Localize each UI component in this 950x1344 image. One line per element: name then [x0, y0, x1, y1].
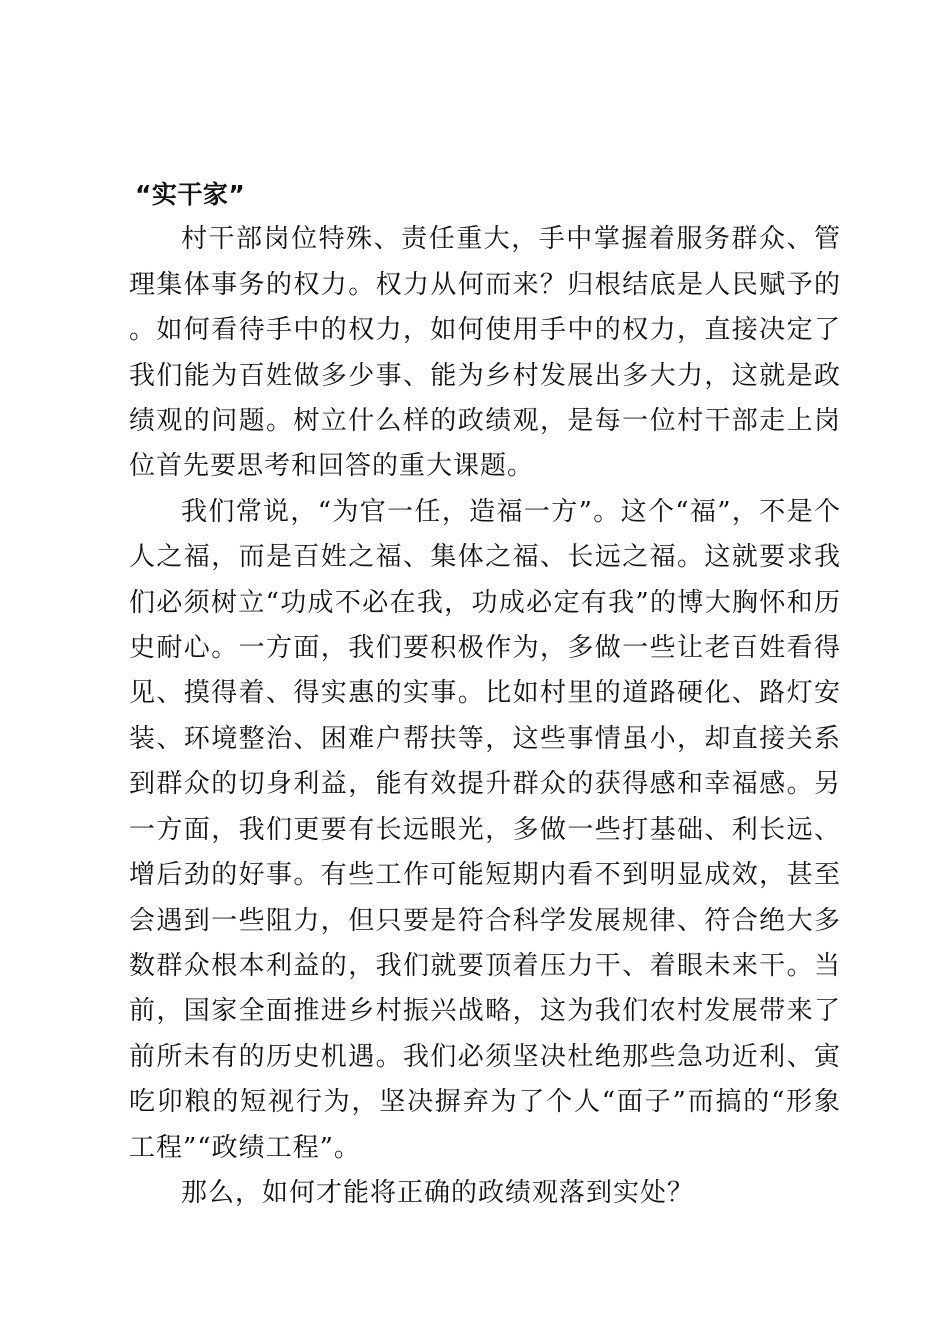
paragraph-1: 村干部岗位特殊、责任重大，手中掌握着服务群众、管理集体事务的权力。权力从何而来？归根结底是人民赋予的。如何看待手中的权力，如何使用手中的权力，直接决定了我们能为百姓做多少事、能为乡村发展出多大力，这就是政绩观的问题。树立什么样的政绩观，是每一位村干部走上岗位首先要思考和回答的重大课题。: [129, 224, 841, 482]
paragraph-2: 我们常说，“为官一任，造福一方”。这个“福”，不是个人之福，而是百姓之福、集体之福、长远之福。这就要求我们必须树立“功成不必在我，功成必定有我”的博大胸怀和历史耐心。一方面，我们要积极作为，多做一些让老百姓看得见、摸得着、得实惠的实事。比如村里的道路硬化、路灯安装、环境整治、困难户帮扶等，这些事情虽小，却直接关系到群众的切身利益，能有效提升群众的获得感和幸福感。另一方面，我们更要有长远眼光，多做一些打基础、利长远、增后劲的好事。有些工作可能短期内看不到明显成效，甚至会遇到一些阻力，但只要是符合科学发展规律、符合绝大多数群众根本利益的，我们就要顶着压力干、着眼未来干。当前，国家全面推进乡村振兴战略，这为我们农村发展带来了前所未有的历史机遇。我们必须坚决杜绝那些急功近利、寅吃卯粮的短视行为，坚决摒弃为了个人“面子”而搞的“形象工程”“政绩工程”。: [129, 496, 841, 1163]
paragraph-3: 那么，如何才能将正确的政绩观落到实处？: [181, 1177, 695, 1208]
section-heading: “实干家”: [135, 180, 246, 209]
document-body: [129, 172, 841, 1216]
